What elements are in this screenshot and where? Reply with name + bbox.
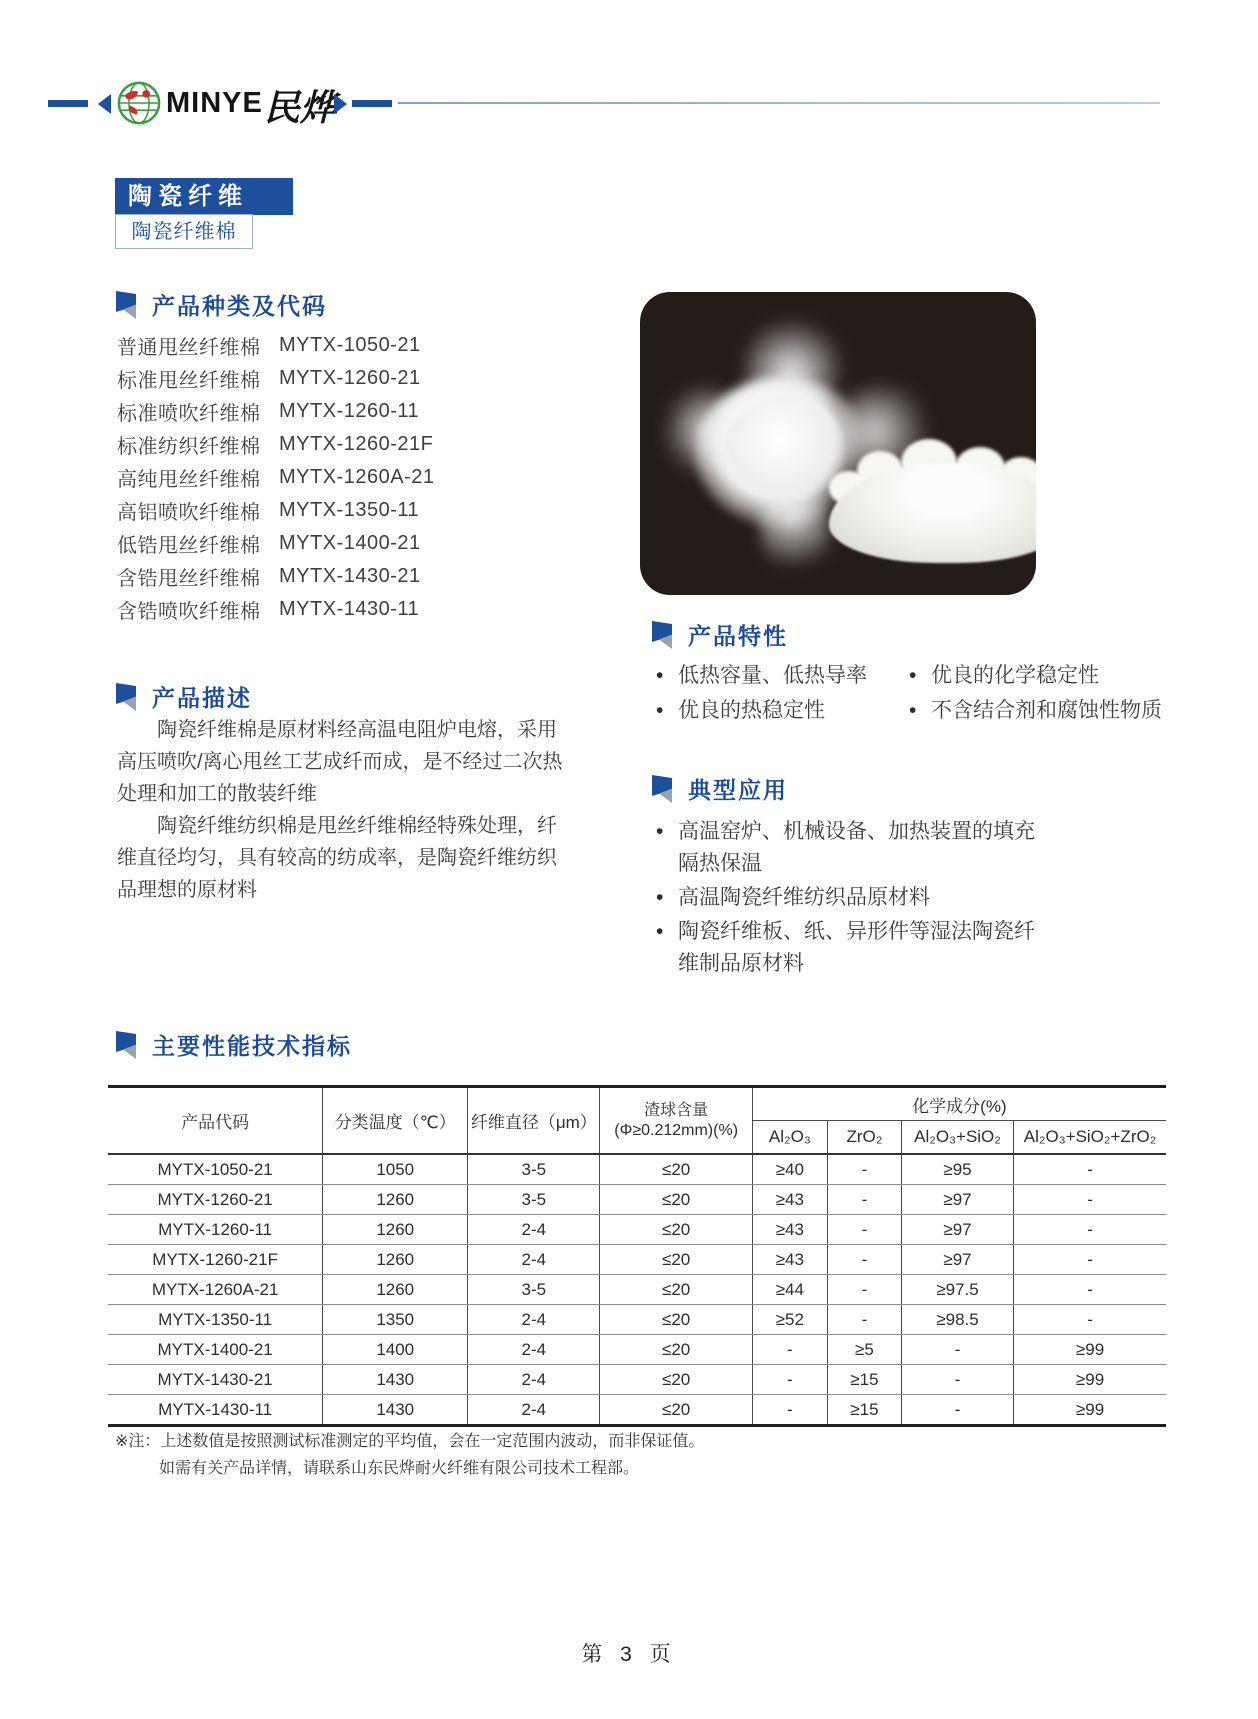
product-code: MYTX-1260-21F [279,433,434,455]
section-heading-product-codes [116,288,327,321]
product-code-item [117,494,577,527]
product-code: MYTX-1400-21 [279,532,421,554]
table-cell: ≥97 [901,1185,1013,1215]
table-cell: ≥44 [752,1275,827,1305]
table-cell: - [1014,1305,1166,1335]
product-name: 高纯甩丝纤维棉 [117,469,261,491]
chem-subcol: Al₂O₃ [752,1121,827,1155]
section-title: 典型应用 [688,777,788,803]
table-row [108,1215,1166,1245]
product-name: 普通甩丝纤维棉 [117,337,261,359]
shot-content-line1: 渣球含量 [644,1101,709,1119]
page-subtitle: 陶瓷纤维棉 [115,214,253,249]
section-title: 主要性能技术指标 [152,1033,352,1059]
section-title: 产品特性 [688,623,788,649]
product-code-item [117,593,577,626]
product-code-item [117,329,577,362]
product-code-list [117,329,577,626]
table-row [108,1305,1166,1335]
specs-table [108,1085,1166,1427]
flag-icon [116,291,136,319]
table-cell: 2-4 [468,1365,600,1395]
chem-subcol: ZrO₂ [827,1121,901,1155]
table-cell: 1400 [323,1335,468,1365]
globe-icon [116,80,162,126]
table-cell: - [1014,1275,1166,1305]
table-cell: ≤20 [600,1245,752,1275]
table-cell: MYTX-1050-21 [108,1154,323,1185]
table-cell: ≥97 [901,1215,1013,1245]
product-name: 标准甩丝纤维棉 [117,370,261,392]
flag-icon [652,775,672,803]
application-item: • 高温窑炉、机械设备、加热装置的填充隔热保温 [652,816,1050,880]
table-cell: 1350 [323,1305,468,1335]
section-heading-applications [652,772,788,805]
table-cell: ≥97.5 [901,1275,1013,1305]
left-triangle-icon [98,94,111,114]
table-cell: ≤20 [600,1154,752,1185]
table-cell: ≥52 [752,1305,827,1335]
table-cell: ≥99 [1014,1335,1166,1365]
table-cell: ≥97 [901,1245,1013,1275]
description-paragraph: 陶瓷纤维棉是原材料经高温电阻炉电熔，采用高压喷吹/离心甩丝工艺成纤而成，是不经过二次热处理和加工的散装纤维 [117,719,563,805]
right-triangle-icon [334,94,347,114]
product-name: 含锆甩丝纤维棉 [117,568,261,590]
table-cell: 3-5 [468,1275,600,1305]
table-cell: 1260 [323,1245,468,1275]
table-cell: - [1014,1185,1166,1215]
application-item: • 陶瓷纤维板、纸、异形件等湿法陶瓷纤维制品原材料 [652,916,1050,980]
table-cell: ≥43 [752,1245,827,1275]
section-heading-specs [116,1028,352,1061]
note-line: 如需有关产品详情，请联系山东民烨耐火纤维有限公司技术工程部。 [159,1460,640,1477]
table-cell: ≤20 [600,1185,752,1215]
chem-subcol: Al₂O₃+SiO₂ [901,1121,1013,1155]
specs-table-body [108,1154,1166,1426]
table-cell: ≤20 [600,1215,752,1245]
flag-icon [652,621,672,649]
table-cell: - [752,1365,827,1395]
table-cell: ≥99 [1014,1365,1166,1395]
col-header-chemical-composition: 化学成分(%) [752,1087,1166,1121]
table-cell: MYTX-1350-11 [108,1305,323,1335]
table-cell: 1430 [323,1365,468,1395]
table-cell: 1260 [323,1185,468,1215]
table-cell: ≥43 [752,1215,827,1245]
table-cell: - [901,1365,1013,1395]
col-header-product-code: 产品代码 [108,1087,323,1155]
table-cell: ≥15 [827,1395,901,1426]
notes [115,1428,704,1482]
section-heading-description [116,680,252,713]
table-row [108,1154,1166,1185]
table-cell: 1050 [323,1154,468,1185]
table-cell: 3-5 [468,1185,600,1215]
table-cell: - [827,1154,901,1185]
table-cell: - [827,1305,901,1335]
table-row [108,1245,1166,1275]
col-header-classification-temp: 分类温度（℃） [323,1087,468,1155]
flag-icon [116,1031,136,1059]
table-row [108,1335,1166,1365]
product-code-item [117,461,577,494]
shot-content-line2: (Φ≥0.212mm)(%) [614,1121,739,1139]
section-title: 产品描述 [152,685,252,711]
table-cell: - [827,1215,901,1245]
table-row [108,1185,1166,1215]
table-cell: MYTX-1260A-21 [108,1275,323,1305]
table-cell: ≤20 [600,1335,752,1365]
section-heading-features [652,618,788,651]
product-code: MYTX-1050-21 [279,334,421,356]
table-cell: - [901,1395,1013,1426]
fiber-wool-ball [725,397,845,502]
feature-item: • 优良的化学稳定性 [905,664,1162,688]
product-code-item [117,527,577,560]
table-row [108,1395,1166,1426]
header-right-dash [352,100,392,107]
product-code: MYTX-1260A-21 [279,466,435,488]
application-item: • 高温陶瓷纤维纺织品原材料 [652,882,1050,914]
table-cell: 3-5 [468,1154,600,1185]
fiber-pile [829,445,1036,563]
table-cell: - [1014,1215,1166,1245]
table-row [108,1275,1166,1305]
table-cell: - [1014,1245,1166,1275]
table-cell: ≤20 [600,1305,752,1335]
product-name: 高铝喷吹纤维棉 [117,502,261,524]
applications-list [652,816,1050,982]
product-photo [640,292,1036,595]
product-name: 标准喷吹纤维棉 [117,403,261,425]
flag-icon [116,683,136,711]
table-cell: ≥15 [827,1365,901,1395]
table-cell: 2-4 [468,1395,600,1426]
product-name: 含锆喷吹纤维棉 [117,601,261,623]
table-row [108,1365,1166,1395]
table-cell: - [827,1245,901,1275]
product-code-item [117,395,577,428]
table-cell: ≥43 [752,1185,827,1215]
table-cell: 2-4 [468,1305,600,1335]
product-code: MYTX-1350-11 [279,499,420,521]
table-cell: - [752,1395,827,1426]
table-cell: MYTX-1260-21 [108,1185,323,1215]
features-list [652,664,1162,723]
table-cell: 1260 [323,1215,468,1245]
note-line: ※注：上述数值是按照测试标准测定的平均值，会在一定范围内波动，而非保证值。 [115,1433,705,1450]
description-paragraphs [117,714,572,906]
table-cell: 1260 [323,1275,468,1305]
feature-item: • 低热容量、低热导率 [652,664,905,688]
table-cell: MYTX-1430-21 [108,1365,323,1395]
product-code-item [117,560,577,593]
table-cell: - [752,1335,827,1365]
chem-subcol: Al₂O₃+SiO₂+ZrO₂ [1023,1127,1157,1146]
table-cell: ≤20 [600,1395,752,1426]
table-cell: - [901,1335,1013,1365]
product-name: 标准纺织纤维棉 [117,436,261,458]
table-cell: MYTX-1400-21 [108,1335,323,1365]
col-header-fiber-diameter: 纤维直径（μm） [468,1087,600,1155]
page-number: 第 3 页 [581,1643,677,1666]
section-title: 产品种类及代码 [152,293,327,319]
table-cell: ≥99 [1075,1399,1105,1419]
table-cell: - [1014,1154,1166,1185]
product-code: MYTX-1430-11 [279,598,420,620]
product-code: MYTX-1260-11 [279,400,420,422]
col-header-shot-content [600,1087,752,1155]
table-cell: 1430 [323,1395,468,1426]
table-cell: 2-4 [468,1245,600,1275]
table-cell: ≤20 [600,1365,752,1395]
table-cell: ≥5 [827,1335,901,1365]
feature-item: • 优良的热稳定性 [652,699,905,723]
table-cell: - [827,1275,901,1305]
table-cell: ≥95 [901,1154,1013,1185]
brand-name-en: MINYE [166,87,263,119]
table-cell: 2-4 [468,1335,600,1365]
product-code-item [117,428,577,461]
product-code-item [117,362,577,395]
header-rule-line [398,102,1160,104]
header-left-dash [48,100,88,107]
product-code: MYTX-1260-21 [279,367,421,389]
table-cell: MYTX-1430-11 [108,1395,323,1426]
table-cell: ≥98.5 [901,1305,1013,1335]
table-cell: MYTX-1260-11 [108,1215,323,1245]
table-cell: 2-4 [468,1215,600,1245]
table-cell: ≤20 [600,1275,752,1305]
feature-item: • 不含结合剂和腐蚀性物质 [905,699,1162,723]
brand-name-cn: 民烨 [264,87,337,129]
description-paragraph: 陶瓷纤维纺织棉是甩丝纤维棉经特殊处理，纤维直径均匀，具有较高的纺成率，是陶瓷纤维纺织品理想的原材料 [117,815,557,901]
table-cell: ≥40 [752,1154,827,1185]
page-title: 陶瓷纤维 [115,178,293,215]
product-code: MYTX-1430-21 [279,565,421,587]
table-cell: - [827,1185,901,1215]
table-cell: MYTX-1260-21F [108,1245,323,1275]
product-name: 低锆甩丝纤维棉 [117,535,261,557]
